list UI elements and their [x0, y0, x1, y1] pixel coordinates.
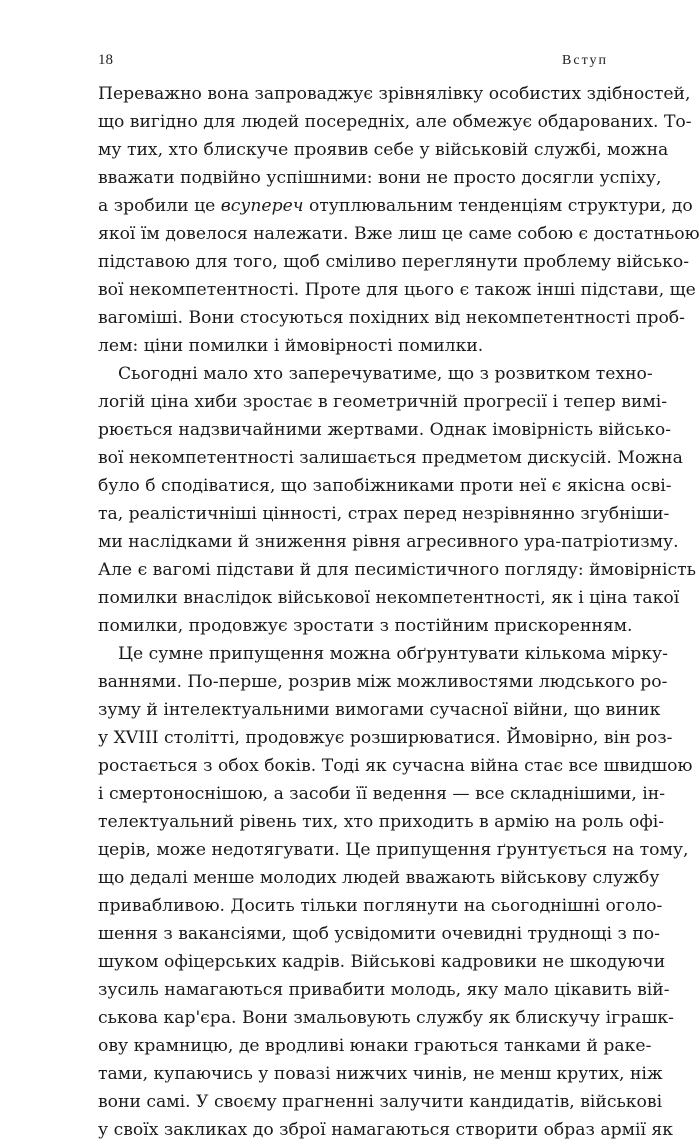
page-number: 18 [98, 52, 113, 68]
text-line: ваннями. По-перше, розрив між можливостями людського ро- [98, 672, 668, 692]
text-line: му тих, хто блискуче проявив себе у військовій службі, можна [98, 140, 669, 160]
text-line: було б сподіватися, що запобіжниками проти неї є якісна осві- [98, 476, 672, 496]
running-head [98, 52, 608, 69]
text-line: вважати подвійно успішними: вони не просто досягли успіху, [98, 168, 662, 188]
text-line: привабливою. Досить тільки поглянути на сьогоднішні оголо- [98, 896, 663, 916]
text-line: ову крамницю, де вродливі юнаки граються танками й раке- [98, 1036, 652, 1056]
text-line: вони самі. У своєму прагненні залучити кандидатів, військові [98, 1092, 663, 1112]
text-line: ростається з обох боків. Тоді як сучасна війна стає все швидшою [98, 756, 693, 776]
text-line: ми наслідками й зниження рівня агресивного ура-патріотизму. [98, 532, 679, 552]
text-line: Переважно вона запроваджує зрівнялівку особистих здібностей, [98, 84, 691, 104]
text-line: вагоміші. Вони стосуються похідних від некомпетентності проб- [98, 308, 685, 328]
body-text [98, 80, 700, 1144]
text-line: лем: ціни помилки і ймовірності помилки. [98, 336, 484, 356]
text-line: та, реалістичніші цінності, страх перед незрівнянно згубніши- [98, 504, 670, 524]
text-line: тами, купаючись у повазі нижчих чинів, не менш крутих, ніж [98, 1064, 663, 1084]
text-line: що дедалі менше молодих людей вважають військову службу [98, 868, 660, 888]
text-line: вої некомпетентності. Проте для цього є також інші підстави, ще [98, 280, 696, 300]
text-line: Сьогодні мало хто заперечуватиме, що з розвитком техно- [118, 364, 653, 384]
running-title: Вступ [562, 53, 608, 68]
text-line: шення з вакансіями, щоб усвідомити очевидні труднощі з по- [98, 924, 660, 944]
text-line: ськова кар'єра. Вони змальовують службу як блискучу іграшк- [98, 1008, 674, 1028]
text-line: шуком офіцерських кадрів. Військові кадровики не шкодуючи [98, 952, 666, 972]
text-line: у своїх закликах до зброї намагаються створити образ армії як [98, 1120, 674, 1140]
text-run: отуплювальним тенденціям структури, до [303, 196, 693, 216]
emphasis-run: всупереч [220, 196, 304, 216]
text-line: вої некомпетентності залишається предметом дискусій. Можна [98, 448, 683, 468]
text-line: Це сумне припущення можна обґрунтувати кількома мірку- [118, 644, 668, 664]
text-line: зусиль намагаються привабити молодь, яку мало цікавить вій- [98, 980, 670, 1000]
text-line: підставою для того, щоб сміливо переглянути проблему військо- [98, 252, 690, 272]
text-line: помилки внаслідок військової некомпетентності, як і ціна такої [98, 588, 680, 608]
text-line: що вигідно для людей посередніх, але обмежує обдарованих. То- [98, 112, 692, 132]
text-line: Але є вагомі підстави й для песимістичного погляду: ймовірність [98, 560, 696, 580]
text-line [98, 192, 693, 220]
text-line: і смертоноснішою, а засоби її ведення — все складнішими, ін- [98, 784, 666, 804]
text-line: якої їм довелося належати. Вже лиш це саме собою є достатньою [98, 224, 700, 244]
text-line: телектуальний рівень тих, хто приходить в армію на роль офі- [98, 812, 665, 832]
text-line: церів, може недотягувати. Це припущення ґрунтується на тому, [98, 840, 689, 860]
text-line: зуму й інтелектуальними вимогами сучасної війни, що виник [98, 700, 661, 720]
text-line: помилки, продовжує зростати з постійним прискоренням. [98, 616, 633, 636]
text-run: а зробили це [98, 196, 221, 216]
text-line: у XVIII столітті, продовжує розширюватися. Ймовірно, він роз- [98, 728, 673, 748]
text-line: логій ціна хиби зростає в геометричній прогресії і тепер вимі- [98, 392, 668, 412]
text-line: рюється надзвичайними жертвами. Однак імовірність військо- [98, 420, 672, 440]
